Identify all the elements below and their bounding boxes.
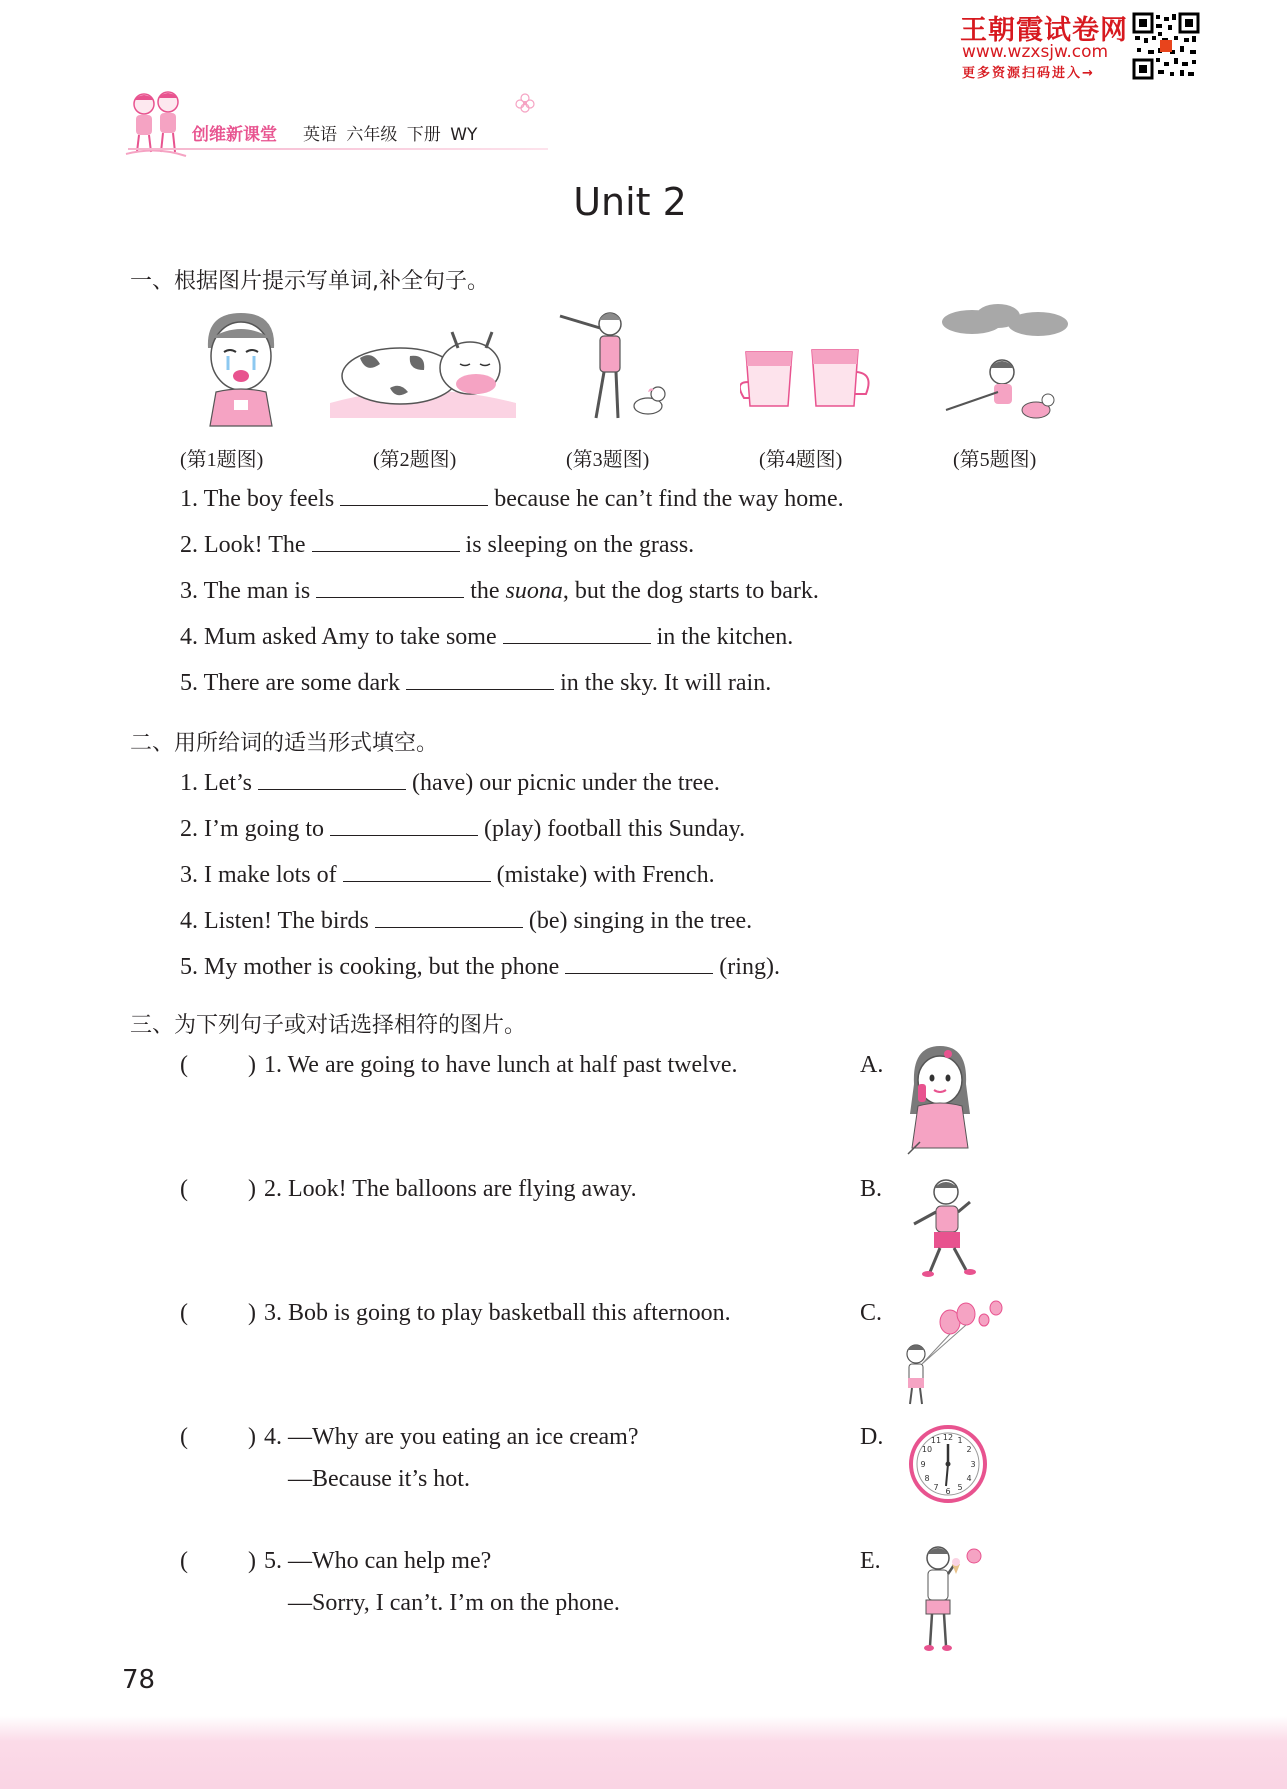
- option-label-c: C.: [860, 1300, 883, 1326]
- pink-cups-illustration: [740, 342, 880, 412]
- answer-blank[interactable]: [375, 908, 523, 928]
- header-brand: 创维新课堂: [192, 125, 277, 145]
- svg-text:9: 9: [920, 1460, 926, 1469]
- boy-playing-ball-illustration: [910, 1176, 990, 1280]
- picture-caption: (第1题图): [180, 449, 264, 471]
- match-question-4-reply: —Because it’s hot.: [288, 1466, 470, 1492]
- picture-caption: (第5题图): [953, 449, 1037, 471]
- flower-icon: [514, 92, 536, 114]
- option-label-b: B.: [860, 1176, 883, 1202]
- svg-text:2: 2: [966, 1445, 972, 1454]
- page-title: Unit 2: [573, 180, 687, 224]
- svg-text:7: 7: [933, 1483, 939, 1492]
- dark-clouds-boy-illustration: [938, 302, 1074, 426]
- watermark-title: 王朝霞试卷网: [960, 15, 1128, 46]
- section-1-heading: 一、根据图片提示写单词,补全句子。: [130, 269, 489, 294]
- watermark-url: www.wzxsjw.com: [962, 42, 1109, 62]
- clock-illustration: [908, 1424, 988, 1504]
- answer-blank[interactable]: [406, 670, 554, 690]
- question-2-3: 3. I make lots of (mistake) with French.: [180, 862, 715, 888]
- question-2-1: 1. Let’s (have) our picnic under the tree.: [180, 770, 720, 796]
- match-question-5-reply: —Sorry, I can’t. I’m on the phone.: [288, 1590, 620, 1616]
- answer-blank[interactable]: [565, 954, 713, 974]
- match-question-3: 3. Bob is going to play basketball this afternoon.: [264, 1300, 731, 1326]
- match-question-4: 4. —Why are you eating an ice cream?: [264, 1424, 639, 1450]
- question-2-2: 2. I’m going to (play) football this Sunday.: [180, 816, 746, 842]
- picture-caption: (第2题图): [373, 449, 457, 471]
- svg-text:6: 6: [945, 1487, 951, 1496]
- man-playing-suona-illustration: [556, 306, 676, 426]
- svg-text:12: 12: [942, 1433, 954, 1442]
- picture-caption: (第4题图): [759, 449, 843, 471]
- child-with-balloons-illustration: [900, 1300, 1006, 1408]
- svg-text:11: 11: [930, 1436, 942, 1445]
- svg-text:8: 8: [924, 1474, 930, 1483]
- answer-blank[interactable]: [343, 862, 491, 882]
- page-number: 78: [122, 1665, 156, 1695]
- footer-decoration: [0, 1716, 1287, 1789]
- question-1-5: 5. There are some dark in the sky. It will rain.: [180, 670, 772, 696]
- answer-paren-open[interactable]: (: [180, 1052, 188, 1078]
- match-question-2: 2. Look! The balloons are flying away.: [264, 1176, 637, 1202]
- question-2-4: 4. Listen! The birds (be) singing in the tree.: [180, 908, 753, 934]
- answer-paren-open[interactable]: (: [180, 1548, 188, 1574]
- answer-paren-open[interactable]: (: [180, 1176, 188, 1202]
- answer-paren-open[interactable]: (: [180, 1424, 188, 1450]
- svg-text:3: 3: [970, 1460, 976, 1469]
- answer-paren-close: ): [248, 1176, 256, 1202]
- option-label-e: E.: [860, 1548, 881, 1574]
- match-question-1: 1. We are going to have lunch at half past twelve.: [264, 1052, 738, 1078]
- question-1-3: 3. The man is the suona, but the dog starts to bark.: [180, 578, 819, 604]
- svg-text:5: 5: [957, 1483, 963, 1492]
- crying-boy-illustration: [196, 308, 286, 428]
- svg-text:10: 10: [921, 1445, 933, 1454]
- watermark-scan-text: 更多资源扫码进入→: [962, 66, 1095, 81]
- option-label-d: D.: [860, 1424, 884, 1450]
- girl-on-phone-illustration: [904, 1044, 976, 1156]
- section-2-heading: 二、用所给词的适当形式填空。: [130, 731, 439, 756]
- answer-blank[interactable]: [312, 532, 460, 552]
- svg-text:1: 1: [957, 1436, 963, 1445]
- answer-blank[interactable]: [330, 816, 478, 836]
- question-1-1: 1. The boy feels because he can’t find the way home.: [180, 486, 844, 512]
- answer-blank[interactable]: [340, 486, 488, 506]
- girl-eating-ice-cream-illustration: [912, 1540, 984, 1654]
- picture-caption: (第3题图): [566, 449, 650, 471]
- answer-paren-close: ): [248, 1424, 256, 1450]
- header-divider: [128, 148, 548, 150]
- question-1-2: 2. Look! The is sleeping on the grass.: [180, 532, 695, 558]
- answer-blank[interactable]: [316, 578, 464, 598]
- question-1-4: 4. Mum asked Amy to take some in the kitchen.: [180, 624, 794, 650]
- header-course: 英语 六年级 下册 WY: [303, 125, 478, 145]
- option-label-a: A.: [860, 1052, 884, 1078]
- sleeping-cow-illustration: [330, 308, 516, 418]
- answer-blank[interactable]: [503, 624, 651, 644]
- answer-paren-close: ): [248, 1300, 256, 1326]
- answer-paren-open[interactable]: (: [180, 1300, 188, 1326]
- svg-text:4: 4: [966, 1474, 972, 1483]
- qr-code-icon[interactable]: [1132, 12, 1200, 80]
- answer-paren-close: ): [248, 1548, 256, 1574]
- answer-blank[interactable]: [258, 770, 406, 790]
- question-2-5: 5. My mother is cooking, but the phone (ring).: [180, 954, 780, 980]
- answer-paren-close: ): [248, 1052, 256, 1078]
- section-3-heading: 三、为下列句子或对话选择相符的图片。: [130, 1013, 527, 1038]
- match-question-5: 5. —Who can help me?: [264, 1548, 492, 1574]
